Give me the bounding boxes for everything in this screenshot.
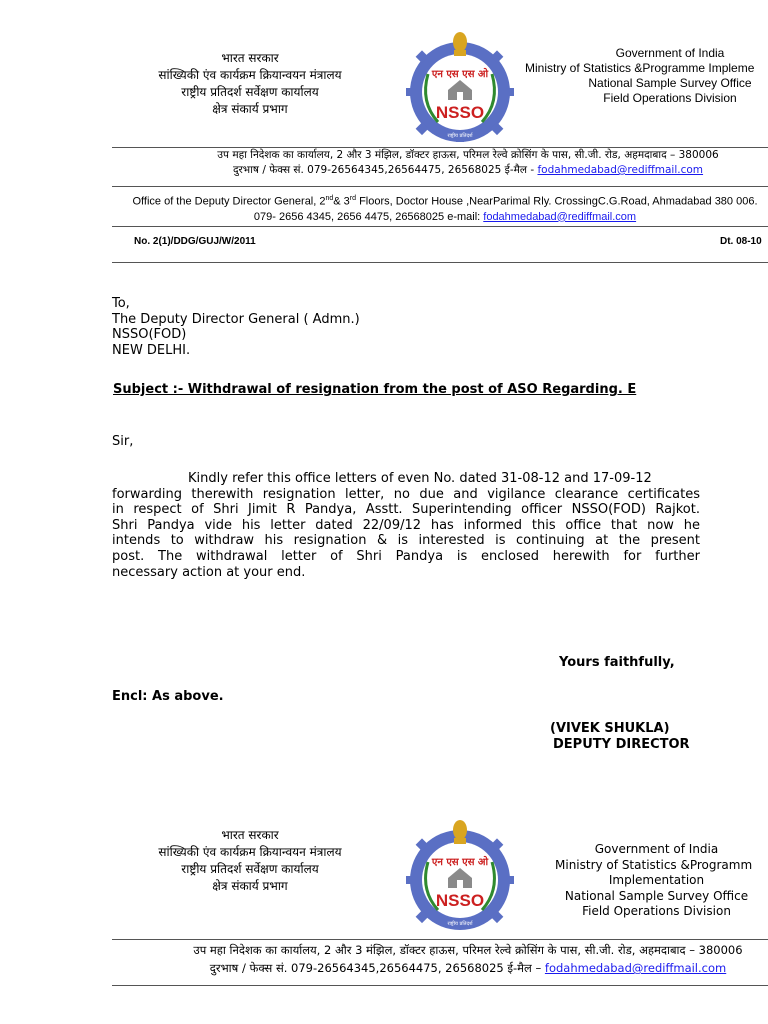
footer-hindi-line: क्षेत्र संकार्य प्रभाग (212, 879, 288, 893)
footer-english-line: Ministry of Statistics &Programm (555, 857, 753, 872)
body-line: post. The withdrawal letter of Shri Pandya is enclosed herewith for further (112, 548, 700, 564)
english-address-line-1 (100, 191, 768, 210)
phone-text: 079- 2656 4345, 2656 4475, 26568025 e-mail: (253, 210, 481, 223)
nsso-logo-graphic (398, 22, 522, 146)
salutation: Sir, (112, 434, 134, 449)
reference-number: No. 2(1)/DDG/GUJ/W/2011 (134, 236, 256, 247)
address-part: & 3 (333, 195, 350, 208)
addressee-line: NEW DELHI. (112, 342, 191, 358)
address-part: Floors, Doctor House ,NearParimal Rly. CrossingC.G.Road, Ahmadabad 380 006. (356, 195, 758, 208)
footer-rule-1 (112, 939, 768, 940)
email-link[interactable]: fodahmedabad@rediffmail.com (483, 210, 637, 223)
signatory-title: DEPUTY DIRECTOR (553, 736, 690, 752)
footer-hindi-line: सांख्यिकी एंव कार्यक्रम क्रियान्वयन मंत्रालय (158, 845, 342, 859)
subject-line: Subject :- Withdrawal of resignation from the post of ASO Regarding. E (113, 382, 637, 397)
body-line: necessary action at your end. (112, 564, 306, 580)
signatory-name: (VIVEK SHUKLA) (550, 721, 670, 736)
hindi-header-line: भारत सरकार (221, 51, 279, 65)
hindi-header-line: सांख्यिकी एंव कार्यक्रम क्रियान्वयन मंत्रालय (158, 68, 342, 82)
email-link[interactable]: fodahmedabad@rediffmail.com (537, 164, 704, 176)
footer-logo-nsso-text: NSSO (435, 891, 485, 910)
nsso-logo (398, 22, 522, 146)
hindi-address-line-2 (112, 163, 768, 178)
body-line: in respect of Shri Jimit R Pandya, Asstt. Superintending officer NSSO(FOD) Rajkot. (112, 502, 700, 518)
address-part: Office of the Deputy Director General, 2 (132, 195, 326, 208)
addressee-line: NSSO(FOD) (112, 327, 187, 343)
body-line: forwarding therewith resignation letter, no due and vigilance clearance certificates (112, 486, 700, 502)
english-header-line: Ministry of Statistics &Programme Impleme (525, 61, 755, 75)
footer-address-line-2 (112, 959, 768, 977)
addressee-line: To, (112, 296, 130, 311)
superscript-nd: nd (325, 195, 334, 202)
header-rule-4 (112, 262, 768, 263)
footer-address-line-1: उप महा निदेशक का कार्यालय, 2 और 3 मंझिल, डॉक्टर हाऊस, परिमल रेल्वे क्रोसिंग के पास, सी.जी. रोड, अहमदाबाद – 380006 (193, 943, 743, 957)
logo-hindi-text: एन एस एस ओ (431, 69, 489, 80)
body-line: intends to withdraw his resignation & is interested is continuing at the present (112, 533, 700, 549)
footer-hindi-block (125, 827, 375, 895)
signatory-block (550, 721, 690, 752)
footer-email-link[interactable]: fodahmedabad@rediffmail.com (544, 961, 727, 975)
english-header-block (520, 46, 768, 106)
header-rule-2 (112, 186, 768, 187)
footer-english-line: Implementation (608, 873, 705, 887)
footer-english-line: Field Operations Division (582, 904, 731, 918)
superscript-rd: rd (349, 195, 357, 202)
footer-nsso-logo-graphic (398, 810, 522, 934)
header-rule-3 (112, 226, 768, 227)
footer-address-block (112, 941, 768, 977)
footer-english-line: Government of India (594, 842, 719, 856)
footer-nsso-logo (398, 810, 522, 934)
footer-english-line: National Sample Survey Office (564, 888, 749, 903)
english-header-line: National Sample Survey Office (588, 76, 752, 90)
english-header-line: Field Operations Division (603, 91, 737, 105)
closing: Yours faithfully, (559, 655, 675, 670)
body-paragraph (112, 471, 700, 580)
hindi-phone-text: दुरभाष / फेक्स सं. 079-26564345,26564475, 26568025 ई-मैल - (232, 164, 535, 176)
hindi-header-line: राष्ट्रीय प्रतिदर्श सर्वेक्षण कार्यालय (181, 85, 319, 99)
footer-rule-2 (112, 985, 768, 986)
addressee-line: The Deputy Director General ( Admn.) (112, 311, 360, 327)
hindi-address-block (112, 148, 768, 178)
footer-hindi-line: भारत सरकार (221, 828, 279, 842)
enclosure-note: Encl: As above. (112, 689, 224, 704)
footer-english-block (545, 842, 768, 920)
footer-logo-ring-text: राष्ट्रीय प्रतिदर्श (447, 921, 473, 927)
footer-hindi-line: राष्ट्रीय प्रतिदर्श सर्वेक्षण कार्यालय (181, 862, 319, 876)
hindi-header-line: क्षेत्र संकार्य प्रभाग (212, 102, 288, 116)
body-line: Kindly refer this office letters of even No. dated 31-08-12 and 17-09-12 (188, 471, 652, 486)
footer-logo-hindi-text: एन एस एस ओ (431, 857, 489, 868)
english-address-line-2 (100, 210, 768, 225)
english-address-block (100, 191, 768, 225)
letter-date: Dt. 08-10 (720, 236, 762, 247)
footer-phone-text: दुरभाष / फेक्स सं. 079-26564345,26564475, 26568025 ई-मैल – (209, 961, 542, 975)
addressee-block (112, 296, 360, 358)
hindi-address-line-1: उप महा निदेशक का कार्यालय, 2 और 3 मंझिल, डॉक्टर हाऊस, परिमल रेल्वे क्रोसिंग के पास, सी.जी. रोड, अहमदाबाद – 380006 (217, 149, 719, 161)
logo-ring-text: राष्ट्रीय प्रतिदर्श (447, 133, 473, 139)
logo-nsso-text: NSSO (435, 103, 485, 122)
hindi-header-block (125, 50, 375, 118)
english-header-line: Government of India (615, 46, 725, 60)
body-line: Shri Pandya vide his letter dated 22/09/12 has informed this office that now he (112, 517, 700, 533)
